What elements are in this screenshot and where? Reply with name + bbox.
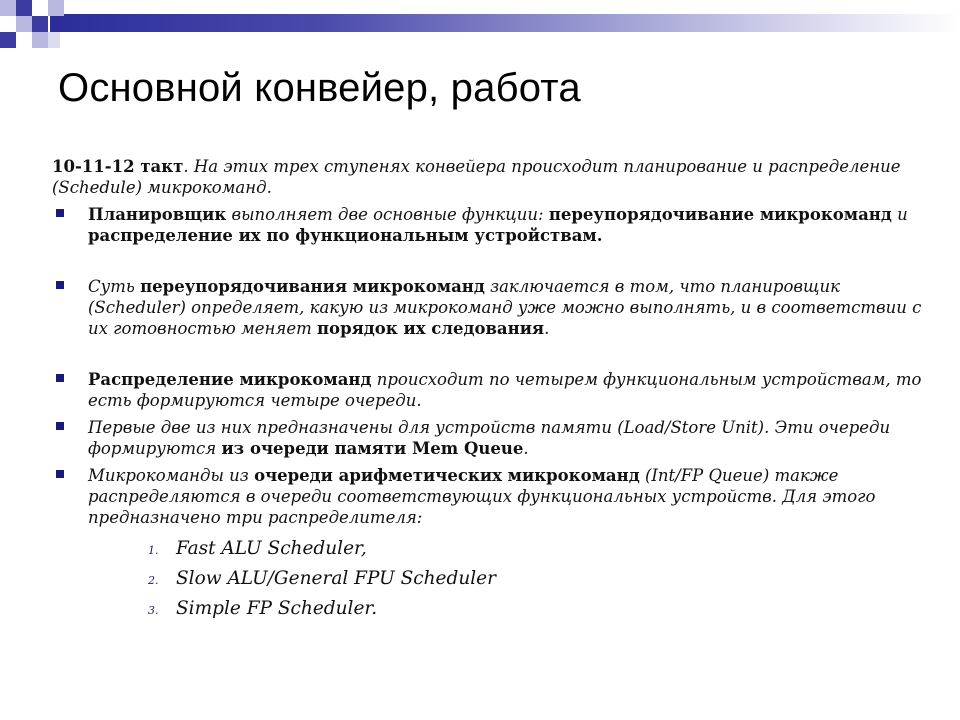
list-item-label: Fast ALU Scheduler,	[176, 538, 367, 559]
bullet-square-icon	[56, 209, 64, 217]
deco-square-8	[48, 32, 60, 48]
bullet4-b: из очереди памяти Mem Queue	[221, 439, 524, 458]
deco-square-2	[16, 0, 32, 16]
bullet3-b: происходит по четырем функциональным устройствам, то есть формируются четыре очереди.	[88, 370, 922, 410]
bullet2-e: .	[544, 319, 550, 338]
deco-square-6	[0, 32, 16, 48]
bullet2-d: порядок их следования	[316, 319, 545, 338]
deco-square-4	[16, 16, 32, 32]
deco-square-5	[32, 16, 48, 32]
bullet2-b: переупорядочивания микрокоманд	[140, 277, 485, 296]
bullet1-c: переупорядочивание микрокоманд	[548, 205, 892, 224]
list-number: 2.	[148, 574, 159, 587]
bullet5-b: очереди арифметических микрокоманд	[254, 466, 640, 485]
bullet-reordering	[52, 276, 932, 339]
bullet-distribution	[52, 369, 932, 411]
bullet-square-icon	[56, 422, 64, 430]
list-item	[52, 534, 932, 564]
intro-paragraph	[52, 156, 932, 198]
bullet-square-icon	[56, 281, 64, 289]
bullet1-e: распределение их по функциональным устройствам.	[88, 226, 603, 245]
list-item-label: Slow ALU/General FPU Scheduler	[176, 568, 496, 589]
bullet2-c: заключается в том, что планировщик (Scheduler) определяет, какую из микрокоманд уже можно выполнять, и в соответствии с их готовностью меняет	[88, 277, 922, 338]
deco-square-1	[0, 0, 16, 16]
bullet4-c: .	[523, 439, 529, 458]
slide-title: Основной конвейер, работа	[58, 66, 581, 110]
bullet-square-icon	[56, 374, 64, 382]
list-number: 3.	[148, 604, 159, 617]
list-item	[52, 564, 932, 594]
bullet-scheduler-functions	[52, 204, 932, 246]
stage-label: 10-11-12 такт	[52, 157, 184, 176]
bullet2-a: Суть	[88, 277, 141, 296]
spacer	[52, 252, 932, 276]
deco-square-7	[32, 32, 48, 48]
bullet5-c: (Int/FP Queue) также распределяются в очереди соответствующих функциональных устройств. Для этого предназначено три распределителя:	[88, 466, 876, 527]
bullet1-b: выполняет две основные функции:	[226, 205, 549, 224]
bullet-memory-queues	[52, 417, 932, 459]
bullet3-a: Распределение микрокоманд	[88, 370, 372, 389]
bullet-arithmetic-queues	[52, 465, 932, 528]
scheduler-list	[52, 534, 932, 624]
bullet4-a: Первые две из них предназначены для устройств памяти (Load/Store Unit). Эти очереди формируются	[88, 418, 891, 458]
list-item-label: Simple FP Scheduler.	[176, 598, 378, 619]
bullet5-a: Микрокоманды из	[88, 466, 255, 485]
header-gradient-bar	[50, 14, 960, 32]
intro-text: . На этих трех ступенях конвейера происходит планирование и распределение (Schedule) микрокоманд.	[52, 157, 901, 197]
deco-square-3	[48, 0, 64, 16]
bullet1-d: и	[891, 205, 908, 224]
list-item	[52, 594, 932, 624]
slide-content	[52, 156, 932, 624]
bullet1-a: Планировщик	[88, 205, 227, 224]
bullet-square-icon	[56, 470, 64, 478]
spacer	[52, 345, 932, 369]
list-number: 1.	[148, 544, 159, 557]
